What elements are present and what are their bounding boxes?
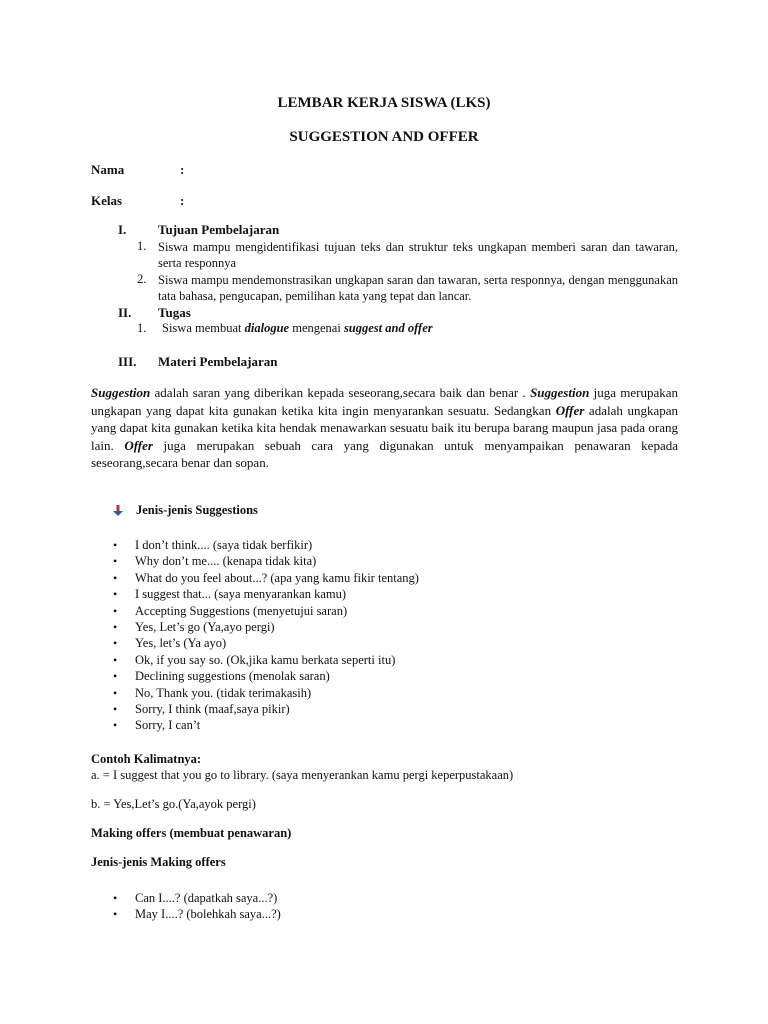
list-item: • No, Thank you. (tidak terimakasih) <box>91 685 419 701</box>
term-offer-2: Offer <box>124 437 153 453</box>
section-2-title: Tugas <box>158 305 191 320</box>
materi-text-3: adalah ungkapan yang dapat kita gunakan ketika kita hendak menawarkan sesuatu baik itu berupa barang maupun jasa pada orang lain. <box>91 402 678 453</box>
list-item: • I suggest that... (saya menyarankan kamu) <box>91 586 419 602</box>
contoh-heading: Contoh Kalimatnya: <box>91 752 202 766</box>
kelas-colon: : <box>180 193 185 208</box>
kelas-label: Kelas <box>91 193 123 208</box>
list-item: • Yes, Let’s go (Ya,ayo pergi) <box>91 619 419 635</box>
task-keyword-suggest-offer: suggest and offer <box>343 321 433 335</box>
jenis-offers-heading: Jenis-jenis Making offers <box>91 855 226 869</box>
offers-list <box>91 890 281 923</box>
list-item: • Can I....? (dapatkah saya...?) <box>91 890 281 906</box>
materi-paragraph <box>91 384 678 472</box>
document-title: LEMBAR KERJA SISWA (LKS) <box>277 95 491 111</box>
section-3-title: Materi Pembelajaran <box>158 354 278 369</box>
nama-label: Nama <box>91 162 125 177</box>
jenis-suggestions-heading: Jenis-jenis Suggestions <box>136 503 258 517</box>
objective-2-text: Siswa mampu mendemonstrasikan ungkapan saran dan tawaran, serta responnya, dengan menggunakan tata bahasa, pengucapan, pemilihan kata yang tepat dan lancar. <box>158 273 678 303</box>
nama-colon: : <box>180 162 185 177</box>
section-1-number: I. <box>118 222 127 237</box>
materi-text-2: juga merupakan ungkapan yang dapat kita gunakan ketika kita ingin menyarankan sesuatu. Sedangkan <box>91 385 678 418</box>
list-item: • Why don’t me.... (kenapa tidak kita) <box>91 553 419 569</box>
document-subtitle: SUGGESTION AND OFFER <box>289 129 479 145</box>
list-item: • Ok, if you say so. (Ok,jika kamu berkata seperti itu) <box>91 652 419 668</box>
making-offers-heading: Making offers (membuat penawaran) <box>91 826 292 840</box>
list-item: • What do you feel about...? (apa yang kamu fikir tentang) <box>91 570 419 586</box>
list-item: • Sorry, I think (maaf,saya pikir) <box>91 701 419 717</box>
objective-2-number: 2. <box>137 272 147 286</box>
contoh-b: b. = Yes,Let’s go.(Ya,ayok pergi) <box>91 797 256 811</box>
section-2-number: II. <box>118 305 132 320</box>
list-item: • Declining suggestions (menolak saran) <box>91 668 419 684</box>
materi-text-1: adalah saran yang diberikan kepada seseorang,secara baik dan benar . <box>150 385 531 400</box>
contoh-a: a. = I suggest that you go to library. (saya menyerankan kamu pergi keperpustakaan) <box>91 768 514 782</box>
materi-text-4: juga merupakan sebuah cara yang digunakan untuk menyampaikan penawaran kepada seseorang,secara benar dan sopan. <box>91 437 678 470</box>
task-keyword-dialogue: dialogue <box>244 321 290 335</box>
list-item: • May I....? (bolehkah saya...?) <box>91 906 281 922</box>
task-text-mid: mengenai <box>289 321 344 335</box>
section-3-number: III. <box>118 354 137 369</box>
down-arrow-bullet-icon <box>112 504 124 518</box>
list-item: • Accepting Suggestions (menyetujui saran) <box>91 603 419 619</box>
suggestions-list <box>91 537 419 734</box>
term-suggestion-2: Suggestion <box>530 385 590 400</box>
task-text-pre: Siswa membuat <box>162 321 245 335</box>
term-offer: Offer <box>555 402 585 418</box>
term-suggestion: Suggestion <box>91 385 151 400</box>
objective-1-number: 1. <box>137 239 147 253</box>
task-1-text <box>162 321 433 336</box>
task-1-number: 1. <box>137 321 147 335</box>
objective-1-text: Siswa mampu mengidentifikasi tujuan teks dan struktur teks ungkapan memberi saran dan tawaran, serta responnya <box>158 240 678 270</box>
list-item: • Sorry, I can’t <box>91 717 419 733</box>
section-1-title: Tujuan Pembelajaran <box>158 222 280 237</box>
list-item: • Yes, let’s (Ya ayo) <box>91 635 419 651</box>
list-item: • I don’t think.... (saya tidak berfikir) <box>91 537 419 553</box>
